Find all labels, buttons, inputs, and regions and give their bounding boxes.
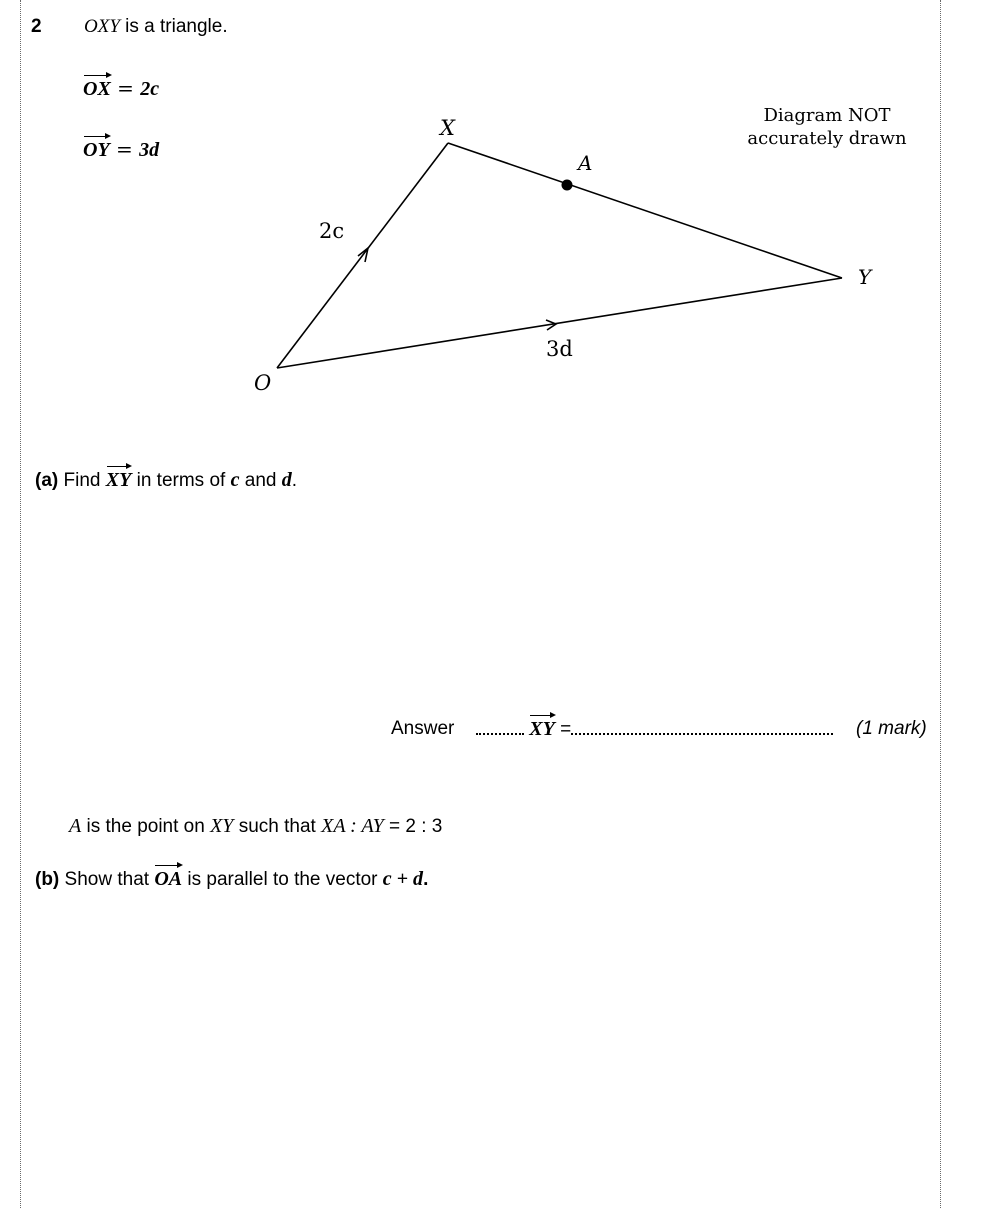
answer-dots-left	[476, 719, 524, 735]
given-oy-value: 3d	[139, 139, 160, 161]
vector-oy: OY	[83, 139, 110, 161]
symbol-d: d	[281, 469, 292, 491]
intro-text: is a triangle.	[119, 16, 228, 37]
part-b-text1: Show that	[59, 869, 155, 890]
side-ox	[277, 143, 448, 368]
answer-eq: =	[554, 719, 572, 740]
label-3d: 3d	[546, 337, 573, 361]
vector-oa: OA	[154, 868, 183, 890]
stem-text1: is the point on	[81, 816, 211, 837]
part-b-stem	[69, 815, 442, 838]
answer-line[interactable]	[476, 718, 833, 741]
stem-ratio: XA : AY	[321, 815, 384, 837]
part-b-question	[35, 868, 428, 891]
label-x: X	[440, 116, 455, 140]
answer-vector-xy: XY	[529, 718, 555, 740]
label-2c: 2c	[319, 219, 345, 243]
vector-xy: XY	[105, 469, 132, 491]
stem-xy: XY	[210, 815, 234, 837]
part-a-and: and	[239, 470, 282, 491]
marks: (1 mark)	[856, 718, 927, 739]
given-ox-value: 2c	[140, 78, 160, 100]
diagram-note-line1: Diagram NOT	[763, 105, 891, 126]
label-o: O	[254, 371, 272, 395]
label-y: Y	[858, 265, 872, 289]
triangle-diagram	[0, 0, 1005, 420]
diagram-note-line2: accurately drawn	[747, 128, 907, 149]
expr-c-plus-d: c + d	[382, 868, 424, 890]
side-xy	[448, 143, 842, 278]
question-number: 2	[31, 16, 42, 37]
part-a-question	[35, 469, 297, 492]
given-oy-eq: =	[109, 137, 140, 161]
vector-ox: OX	[83, 78, 111, 100]
stem-point-a: A	[69, 815, 82, 837]
part-a-end: .	[291, 470, 298, 491]
answer-dots-right	[571, 719, 833, 735]
part-b-text2: is parallel to the vector	[182, 869, 383, 890]
part-a-label: (a)	[35, 470, 59, 491]
triangle-name: OXY	[84, 16, 120, 37]
part-b-end: .	[423, 869, 429, 890]
given-ox-eq: =	[110, 76, 141, 100]
part-b-label: (b)	[35, 869, 60, 890]
stem-ratio-value: = 2 : 3	[383, 816, 443, 837]
symbol-c: c	[230, 469, 240, 491]
answer-label: Answer	[391, 718, 455, 739]
point-a	[562, 180, 573, 191]
label-a: A	[578, 151, 593, 175]
part-a-text2: in terms of	[131, 470, 231, 491]
stem-text2: such that	[233, 816, 322, 837]
part-a-text1: Find	[58, 470, 106, 491]
